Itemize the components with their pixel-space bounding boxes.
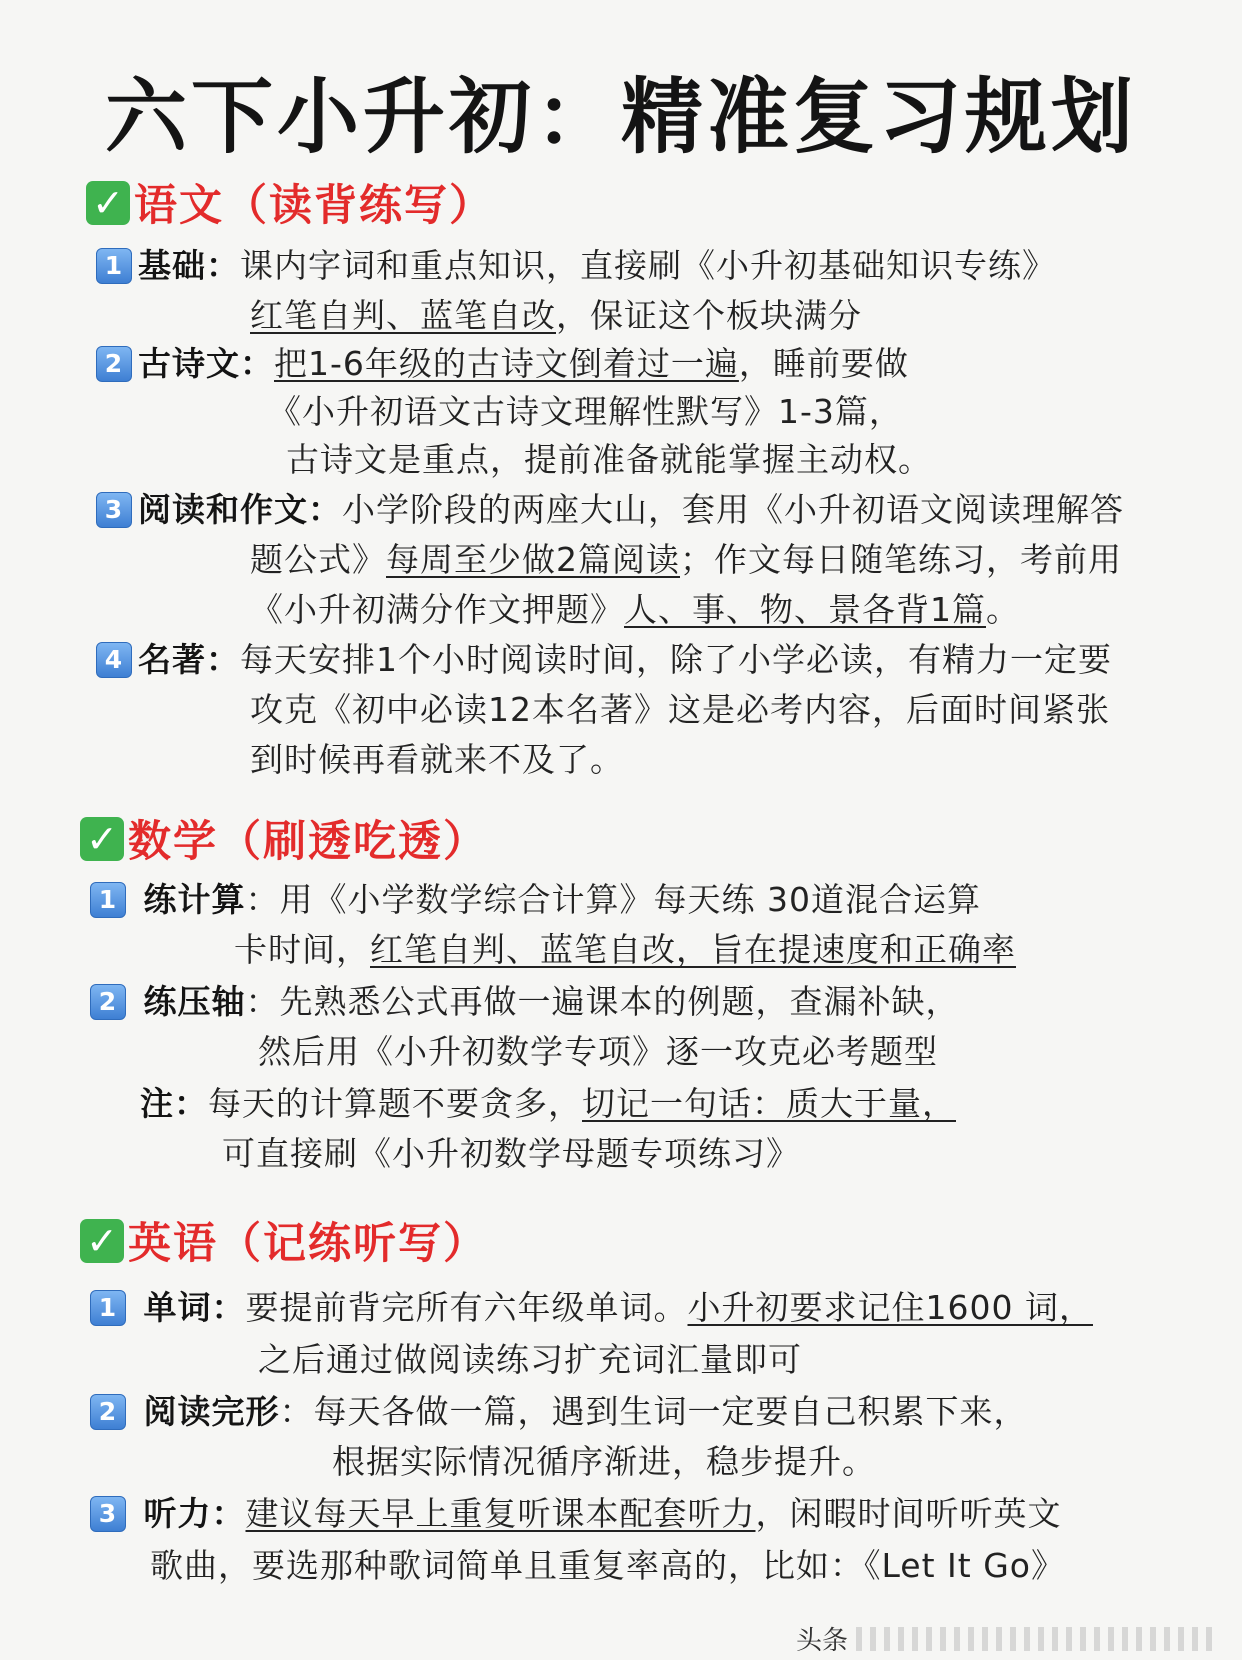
number-3-icon: 3: [90, 1496, 126, 1532]
item-label: 名著：: [138, 640, 240, 679]
list-item: [90, 1282, 1093, 1329]
item-text: 《小升初满分作文押题》: [250, 590, 624, 629]
section-title: 英语（记练听写）: [128, 1219, 488, 1269]
underlined-text: 把1-6年级的古诗文倒着过一遍: [274, 344, 739, 383]
item-text: 攻克《初中必读12本名著》这是必考内容，后面时间紧张: [250, 690, 1110, 729]
watermark-bars: [856, 1627, 1216, 1651]
item-text: 歌曲，要选那种歌词简单且重复率高的，比如：《Let It Go》: [150, 1546, 1065, 1585]
separator: ：: [245, 880, 280, 919]
underlined-text: 人、事、物、景各背1篇: [624, 590, 986, 629]
item-text: 。: [986, 590, 1020, 629]
list-item-cont: [268, 386, 903, 433]
list-item: [90, 1386, 1028, 1433]
item-label: 基础：: [138, 246, 240, 285]
list-item-cont: [250, 290, 862, 337]
item-text: 题公式》: [250, 540, 386, 579]
underlined-text: 红笔自判、蓝笔自改: [250, 296, 556, 335]
item-text: 然后用《小升初数学专项》逐一攻克必考题型: [258, 1032, 938, 1071]
list-item-cont: [250, 584, 1020, 631]
note-text: 可直接刷《小升初数学母题专项练习》: [222, 1134, 800, 1173]
underlined-text: 每周至少做2篇阅读: [386, 540, 680, 579]
list-item: [90, 976, 960, 1023]
watermark-text: 头条: [796, 1626, 849, 1656]
item-label: 阅读和作文：: [138, 490, 342, 529]
list-item-cont: [332, 1436, 876, 1483]
item-text: ；作文每日随笔练习，考前用: [680, 540, 1122, 579]
list-item-cont: [250, 534, 1122, 581]
number-1-icon: 1: [90, 882, 126, 918]
page-title: 六下小升初：精准复习规划: [104, 70, 1137, 165]
list-item-cont: [150, 1540, 1065, 1587]
underlined-text: 切记一句话：质大于量，: [582, 1084, 956, 1123]
note: [140, 1078, 956, 1125]
item-text: 要提前背完所有六年级单词。: [245, 1288, 688, 1327]
number-2-icon: 2: [96, 346, 132, 382]
item-text: 每天各做一篇，遇到生词一定要自己积累下来，: [313, 1392, 1028, 1431]
item-label: 单词：: [143, 1288, 246, 1327]
list-item-cont: [234, 924, 1016, 971]
item-text: ，睡前要做: [738, 344, 909, 383]
list-item: [90, 874, 981, 921]
list-item-cont: [250, 734, 624, 781]
note-cont: [222, 1128, 800, 1175]
item-text: 古诗文是重点，提前准备就能掌握主动权。: [286, 440, 932, 479]
section-math: [80, 808, 488, 869]
item-text: ，保证这个板块满分: [556, 296, 862, 335]
list-item: [96, 634, 1112, 681]
item-text: 卡时间，: [234, 930, 370, 969]
number-1-icon: 1: [90, 1290, 126, 1326]
section-title: 语文（读背练写）: [134, 181, 494, 231]
section-english: [80, 1210, 488, 1271]
item-text: 用《小学数学综合计算》每天练 30道混合运算: [279, 880, 981, 919]
number-3-icon: 3: [96, 492, 132, 528]
list-item: [96, 484, 1124, 531]
check-icon: ✓: [86, 181, 130, 225]
item-label: 练计算: [143, 880, 246, 919]
check-icon: ✓: [80, 817, 124, 861]
item-text: 每天安排1个小时阅读时间，除了小学必读，有精力一定要: [240, 640, 1112, 679]
note-text: 每天的计算题不要贪多，: [208, 1084, 582, 1123]
section-title: 数学（刷透吃透）: [128, 817, 488, 867]
underlined-text: 红笔自判、蓝笔自改，旨在提速度和正确率: [370, 930, 1016, 969]
list-item: [96, 240, 1056, 287]
item-text: ，闲暇时间听听英文: [755, 1494, 1062, 1533]
item-text: 之后通过做阅读练习扩充词汇量即可: [258, 1340, 802, 1379]
item-text: 小学阶段的两座大山，套用《小升初语文阅读理解答: [342, 490, 1124, 529]
separator: ：: [245, 982, 280, 1021]
item-text: 课内字词和重点知识，直接刷《小升初基础知识专练》: [240, 246, 1056, 285]
watermark: [796, 1620, 1216, 1657]
item-text: 根据实际情况循序渐进，稳步提升。: [332, 1442, 876, 1481]
check-icon: ✓: [80, 1219, 124, 1263]
underlined-text: 小升初要求记住1600 词，: [687, 1288, 1093, 1327]
underlined-text: 建议每天早上重复听课本配套听力: [245, 1494, 756, 1533]
note-label: 注：: [140, 1084, 208, 1123]
item-text: 到时候再看就来不及了。: [250, 740, 624, 779]
separator: ：: [279, 1392, 314, 1431]
number-1-icon: 1: [96, 248, 132, 284]
number-4-icon: 4: [96, 642, 132, 678]
item-text: 先熟悉公式再做一遍课本的例题，查漏补缺，: [279, 982, 960, 1021]
list-item-cont: [258, 1334, 802, 1381]
item-text: 《小升初语文古诗文理解性默写》1-3篇，: [268, 392, 903, 431]
number-2-icon: 2: [90, 1394, 126, 1430]
list-item-cont: [250, 684, 1110, 731]
list-item: [96, 338, 909, 385]
list-item-cont: [286, 434, 932, 481]
item-label: 听力：: [143, 1494, 246, 1533]
item-label: 练压轴: [143, 982, 246, 1021]
list-item-cont: [258, 1026, 938, 1073]
list-item: [90, 1488, 1062, 1535]
item-label: 古诗文：: [138, 344, 274, 383]
section-chinese: [86, 172, 494, 233]
number-2-icon: 2: [90, 984, 126, 1020]
item-label: 阅读完形: [143, 1392, 280, 1431]
